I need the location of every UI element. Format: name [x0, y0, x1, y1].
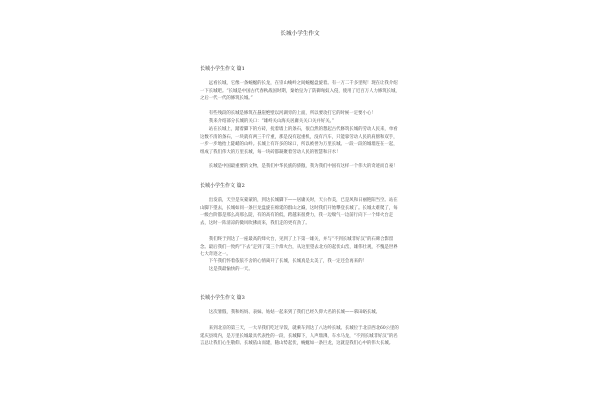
section-heading-2: 长城小学生作文 篇2: [200, 183, 245, 189]
section-1-paragraph-1: 远看长城，它像一条蜿蜒的长龙，在崇山峻岭之间蜿蜒盘旋着。有一万二千多里呢！现在让我介绍一下长城吧。“长城是中国古代春秋战国时期，秦始皇为了防御匈奴入侵，使用了近百万人力修筑长城，之后一代一代的修筑长城。”: [200, 81, 400, 102]
section-3-paragraph-2: 来到北京的第三天，一大早我们吃过早饭，就乘车到达了八达岭长城。长城位于北京西北60公里的延庆县境内，是万里长城最具代表性的一段，长城脚下，人声鼎沸，车水马龙，“不到长城非好汉”的名言总让我们心生敬仰。长城依山而建，随山势起伏，蜿蜒如一条巨龙，这就是我们心中的伟大长城。: [200, 326, 399, 347]
section-1-paragraph-5: 长城是中国最重要的文物，是我们中华民族的骄傲，我为我们中国有这样一个伟大的奇迹而自豪！: [208, 164, 398, 169]
section-1-paragraph-2: 有些残段的长城是修筑在悬崖绝壁以河湖旁的上面，所以要攻打它的时候一定要小心！: [208, 111, 376, 116]
section-heading-1: 长城小学生作文 篇1: [200, 66, 245, 72]
section-2-paragraph-4: 这是我最愉快的一天。: [208, 267, 253, 272]
section-1-paragraph-3: 我来介绍部分长城的关口：“雄峙关山海关居庸关关口关并好关。”: [208, 119, 335, 124]
section-1-paragraph-4: 站在长城上，踏着脚下的方砖，抚着墙上的条石，很自然的想起古代修筑长城的劳动人民来，单看这数不清的条石，一块就有两三千斤重，那是没有起重机，没有汽车，只能靠劳动人民的肩膀和双手，一步一步地抬上陡峭的山岭。长城上有许多的垛口，所以被誉为万里长城。一段一段的城墙连在一起，组成了我们伟大的万里长城，每一块砖都凝聚着劳动人民的智慧和汗水！: [200, 127, 398, 155]
section-3-paragraph-1: 这次暑假，我和妈妈、表妹、姑姑一起来到了我们已经久仰大名的长城——慕田峪长城。: [208, 310, 381, 315]
document-title: 长城小学生作文: [280, 31, 320, 37]
section-2-paragraph-3: 下午我们怀着依依不舍的心情离开了长城，长城真是太美了，我一定还会再来的！: [208, 259, 367, 264]
section-heading-3: 长城小学生作文 篇3: [200, 295, 245, 301]
section-2-paragraph-1: 出发前，天空是灰蒙蒙的，到达长城脚下——居庸关时，天公作美，已是风和日丽艳阳当空。站在山脚下望去，长城如同一条巨龙盘旋在绵延的群山之巅，这时我们开始攀登长城了。长城太难爬了，每一级台阶都是那么高那么陡，有的高有的低，跨越来很费力，我一边喘气一边前行向下一个烽火台走去，这时一阵清凉的微风吹拂而来，我们走的更有劲了。: [200, 198, 398, 226]
section-2-paragraph-2: 我们终于到达了一座最高的烽火台，见到了上下第一雄关，并与“不到长城非好汉”的石碑合影留念。最后我们一致约“下去”走到了第三个烽火台，从这里望去北方的起伏山峦，雄伟壮观，不愧是世界七大奇迹之一。: [200, 237, 398, 258]
